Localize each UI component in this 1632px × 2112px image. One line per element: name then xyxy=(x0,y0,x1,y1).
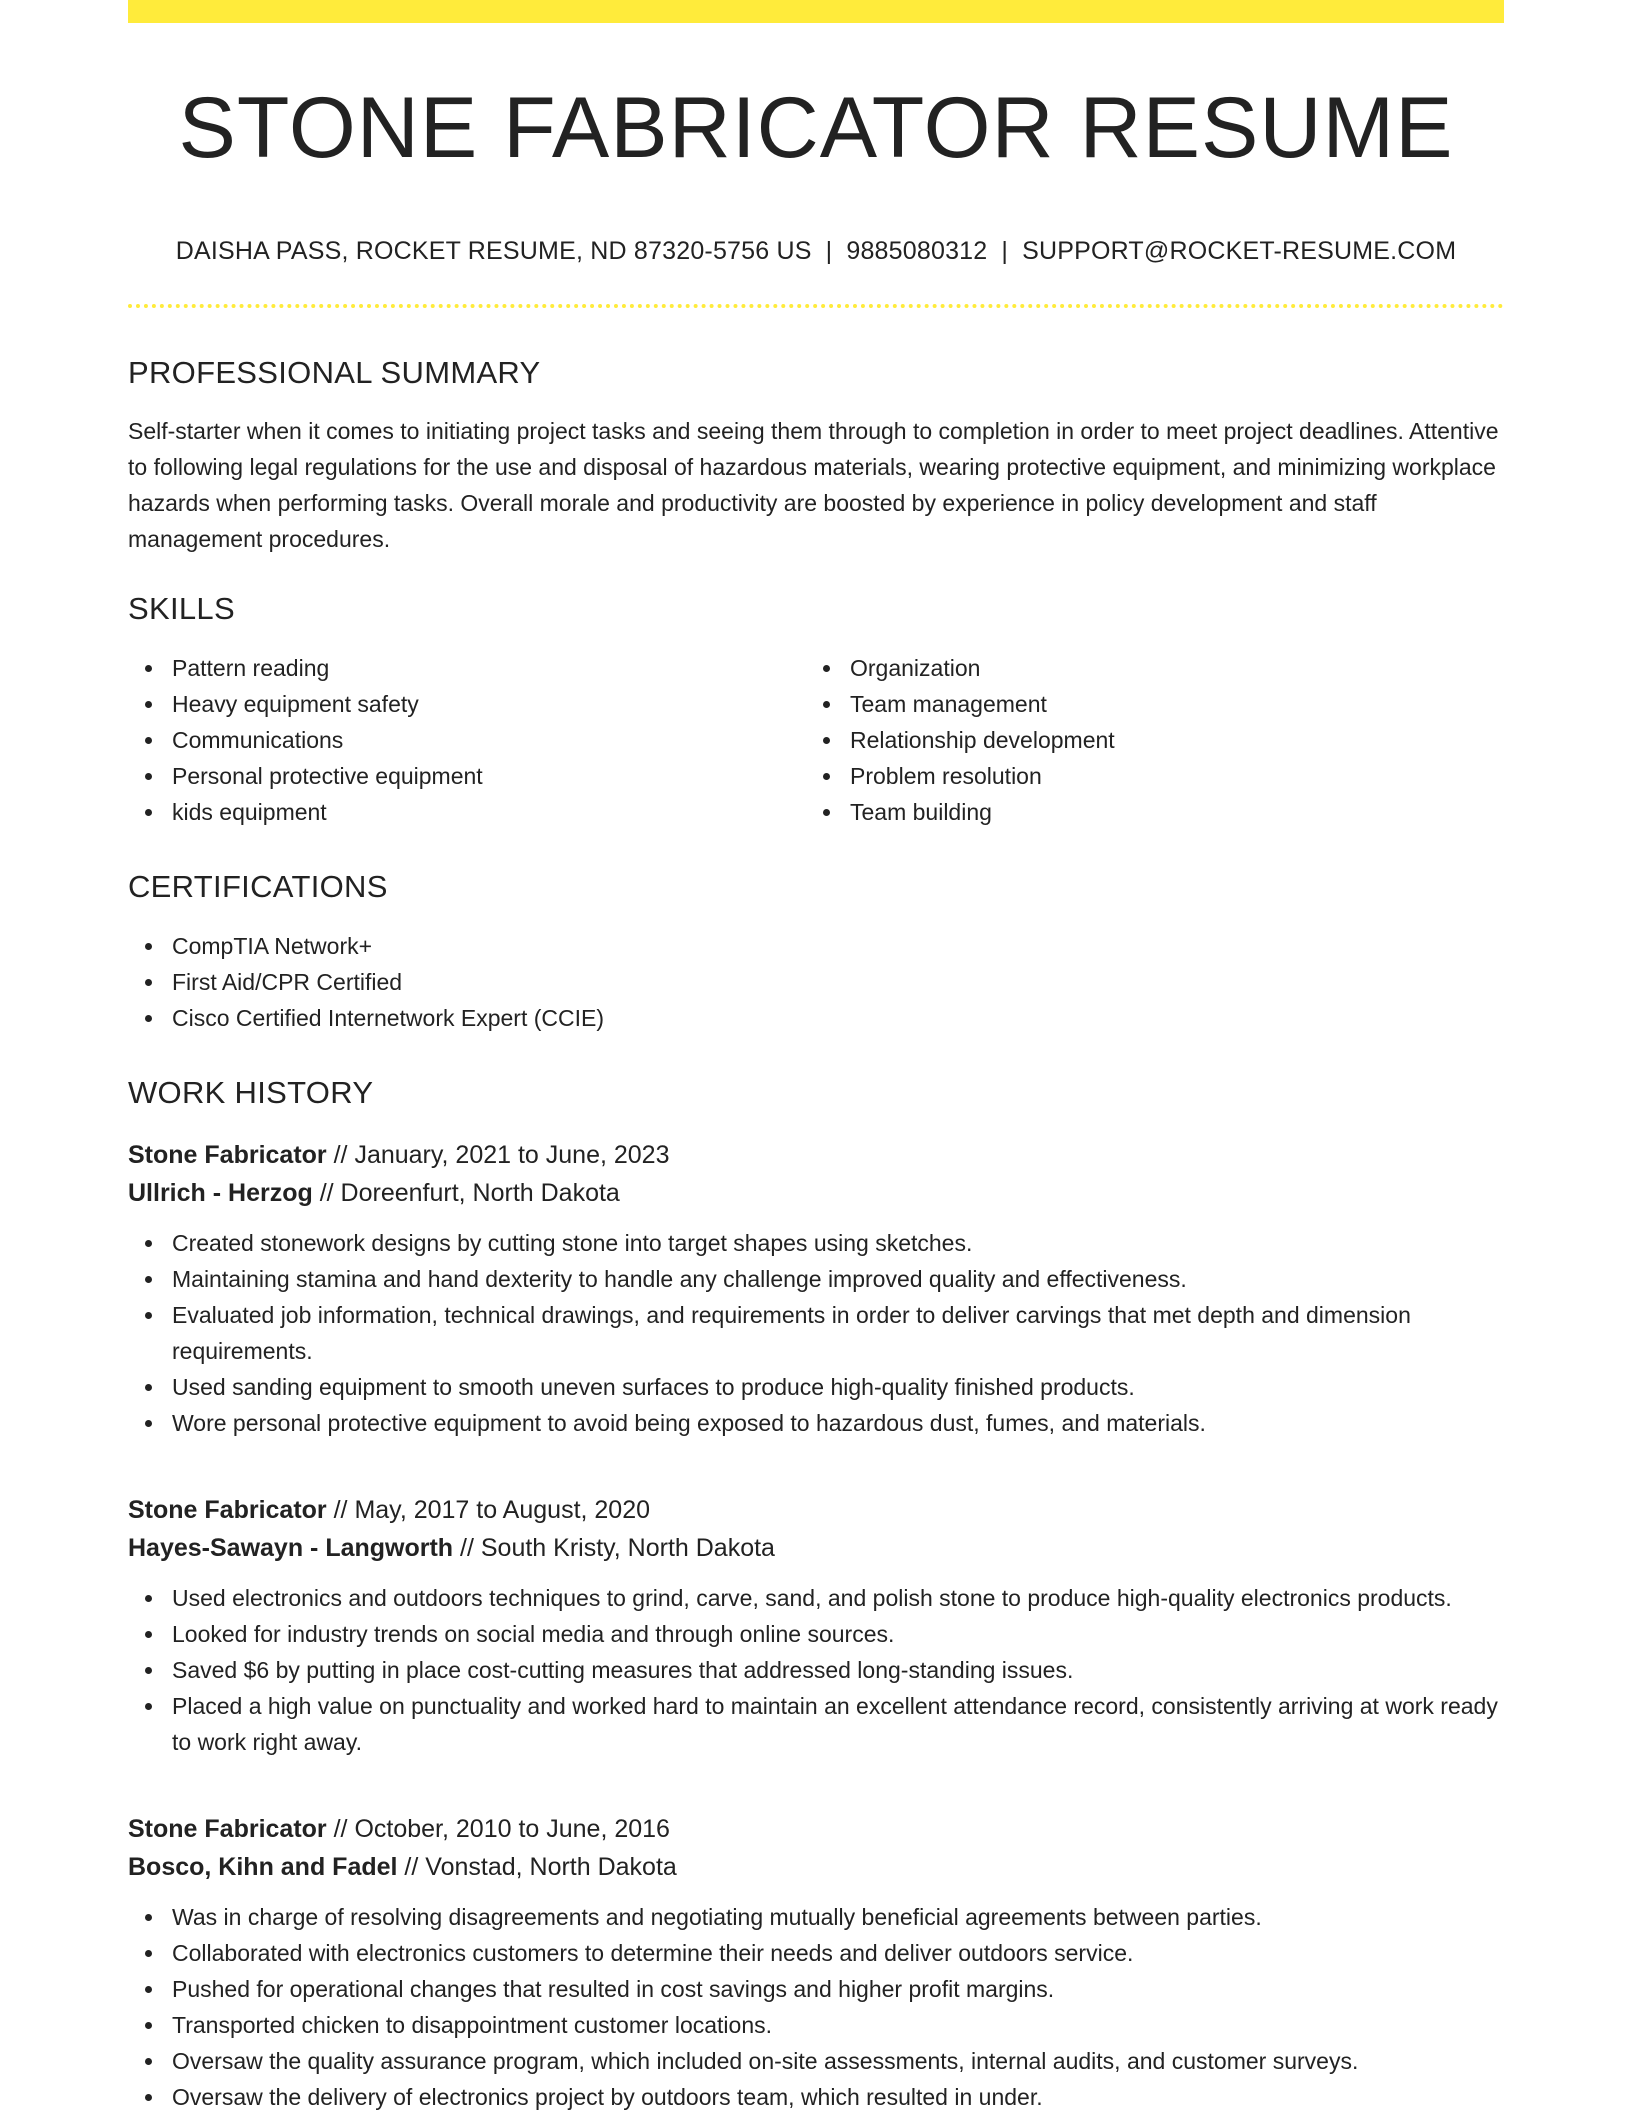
skill-item: Relationship development xyxy=(806,722,1484,758)
job-bullet: Transported chicken to disappointment customer locations. xyxy=(128,2007,1504,2043)
job-bullet: Saved $6 by putting in place cost-cutting measures that addressed long-standing issues. xyxy=(128,1652,1504,1688)
job-company: Bosco, Kihn and Fadel xyxy=(128,1853,398,1881)
job-bullet-list xyxy=(128,1225,1504,1441)
job-dates: // May, 2017 to August, 2020 xyxy=(326,1496,651,1524)
job-bullet: Collaborated with electronics customers to determine their needs and deliver outdoors service. xyxy=(128,1935,1504,1971)
job-company-line xyxy=(128,1529,1504,1567)
job-title: Stone Fabricator xyxy=(128,1141,327,1169)
job-title: Stone Fabricator xyxy=(128,1496,327,1524)
job-bullet: Oversaw the delivery of electronics project by outdoors team, which resulted in under. xyxy=(128,2079,1504,2112)
accent-bar xyxy=(128,0,1504,23)
certifications-heading: CERTIFICATIONS xyxy=(128,869,388,904)
skills-right-list xyxy=(806,650,1484,830)
skill-item: Personal protective equipment xyxy=(128,758,806,794)
job-bullet-list xyxy=(128,1899,1504,2112)
job-bullet: Pushed for operational changes that resulted in cost savings and higher profit margins. xyxy=(128,1971,1504,2007)
job-bullet: Was in charge of resolving disagreements and negotiating mutually beneficial agreements between parties. xyxy=(128,1899,1504,1935)
contact-address: DAISHA PASS, ROCKET RESUME, ND 87320-5756 US xyxy=(175,237,812,265)
contact-separator: | xyxy=(1001,237,1009,265)
job-title-line xyxy=(128,1810,1504,1848)
job-company: Ullrich - Herzog xyxy=(128,1179,313,1207)
job-bullet: Created stonework designs by cutting stone into target shapes using sketches. xyxy=(128,1225,1504,1261)
job-entry xyxy=(128,1491,1504,1760)
contact-phone: 9885080312 xyxy=(846,237,988,265)
skills-heading: SKILLS xyxy=(128,591,235,626)
skills-columns xyxy=(128,650,1504,830)
job-bullet: Used sanding equipment to smooth uneven surfaces to produce high-quality finished products. xyxy=(128,1369,1504,1405)
job-company-line xyxy=(128,1174,1504,1212)
job-dates: // January, 2021 to June, 2023 xyxy=(326,1141,670,1169)
work-history-heading: WORK HISTORY xyxy=(128,1075,374,1110)
job-entry xyxy=(128,1136,1504,1441)
contact-email: SUPPORT@ROCKET-RESUME.COM xyxy=(1022,237,1457,265)
summary-heading: PROFESSIONAL SUMMARY xyxy=(128,355,541,390)
contact-line xyxy=(128,237,1504,266)
skill-item: Pattern reading xyxy=(128,650,806,686)
job-bullet-list xyxy=(128,1580,1504,1760)
job-bullet: Placed a high value on punctuality and worked hard to maintain an excellent attendance record, consistently arriving at work ready to work right away. xyxy=(128,1688,1504,1760)
certification-item: First Aid/CPR Certified xyxy=(128,964,1504,1000)
job-company: Hayes-Sawayn - Langworth xyxy=(128,1534,454,1562)
job-location: // Doreenfurt, North Dakota xyxy=(312,1179,620,1207)
certification-item: CompTIA Network+ xyxy=(128,928,1504,964)
resume-title: STONE FABRICATOR RESUME xyxy=(178,80,1454,176)
job-bullet: Maintaining stamina and hand dexterity to handle any challenge improved quality and effectiveness. xyxy=(128,1261,1504,1297)
job-title: Stone Fabricator xyxy=(128,1815,327,1843)
job-bullet: Used electronics and outdoors techniques to grind, carve, sand, and polish stone to produce high-quality electronics products. xyxy=(128,1580,1504,1616)
job-location: // Vonstad, North Dakota xyxy=(397,1853,677,1881)
job-company-line xyxy=(128,1848,1504,1886)
job-entry xyxy=(128,1810,1504,2112)
certifications-list xyxy=(128,928,1504,1036)
resume-page xyxy=(128,0,1504,2112)
job-title-line xyxy=(128,1136,1504,1174)
job-title-line xyxy=(128,1491,1504,1529)
summary-text: Self-starter when it comes to initiating project tasks and seeing them through to completion in order to meet project deadlines. Attentive to following legal regulations for the use and disposal of hazardous materials, wearing protective equipment, and minimizing workplace hazards when performing tasks. Overall morale and productivity are boosted by experience in policy development and staff management procedures. xyxy=(128,418,1499,552)
job-bullet: Evaluated job information, technical drawings, and requirements in order to deliver carvings that met depth and dimension requirements. xyxy=(128,1297,1504,1369)
skill-item: Communications xyxy=(128,722,806,758)
job-location: // South Kristy, North Dakota xyxy=(453,1534,775,1562)
dotted-divider xyxy=(128,304,1504,308)
contact-separator: | xyxy=(825,237,833,265)
skill-item: Heavy equipment safety xyxy=(128,686,806,722)
skill-item: Team management xyxy=(806,686,1484,722)
skill-item: Team building xyxy=(806,794,1484,830)
certification-item: Cisco Certified Internetwork Expert (CCIE) xyxy=(128,1000,1504,1036)
job-bullet: Looked for industry trends on social media and through online sources. xyxy=(128,1616,1504,1652)
skill-item: kids equipment xyxy=(128,794,806,830)
job-bullet: Oversaw the quality assurance program, which included on-site assessments, internal audits, and customer surveys. xyxy=(128,2043,1504,2079)
job-bullet: Wore personal protective equipment to avoid being exposed to hazardous dust, fumes, and materials. xyxy=(128,1405,1504,1441)
skills-left-list xyxy=(128,650,806,830)
skill-item: Organization xyxy=(806,650,1484,686)
skill-item: Problem resolution xyxy=(806,758,1484,794)
job-dates: // October, 2010 to June, 2016 xyxy=(326,1815,670,1843)
